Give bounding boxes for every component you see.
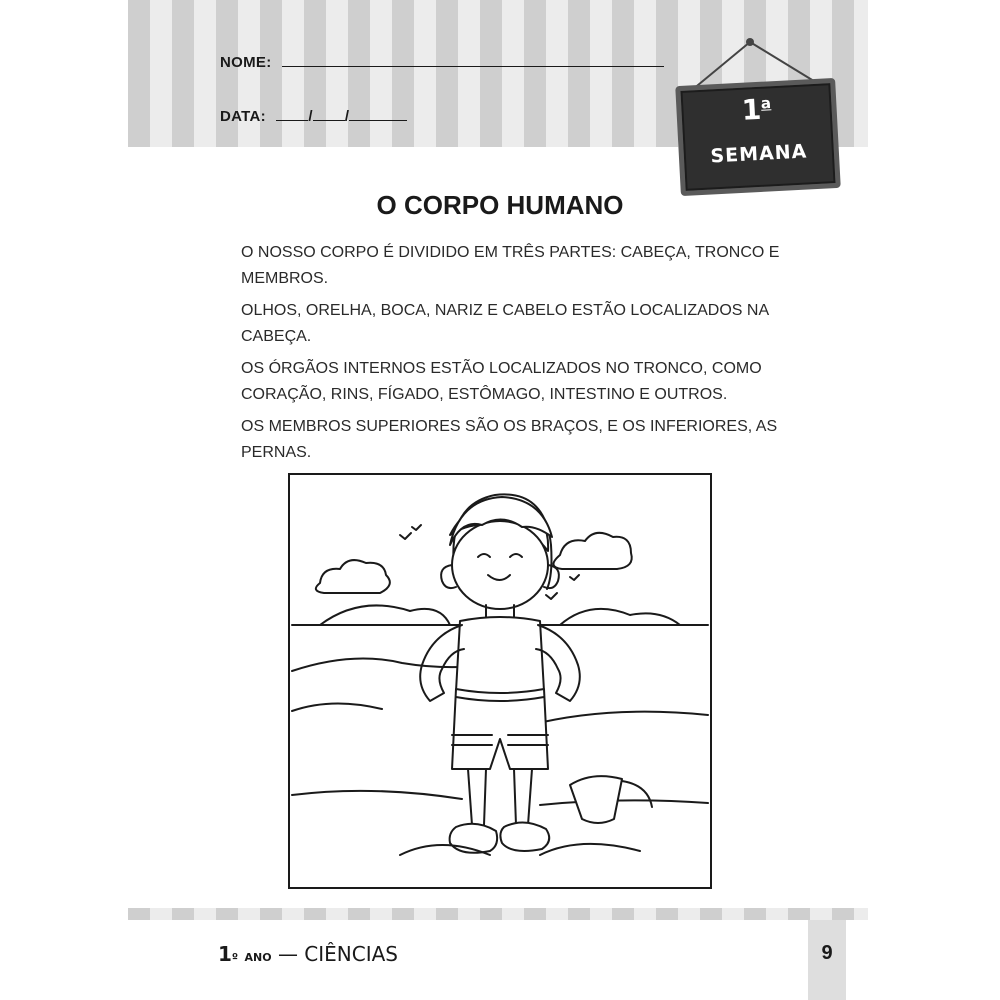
week-number: 1$^a$ bbox=[740, 92, 772, 127]
date-day-line[interactable] bbox=[276, 106, 308, 121]
footer-striped-band bbox=[128, 908, 868, 920]
footer-dash: — bbox=[277, 942, 298, 966]
date-field-row bbox=[220, 106, 407, 125]
coloring-illustration-frame bbox=[288, 473, 712, 889]
grade-ordinal: º bbox=[231, 951, 239, 964]
date-year-line[interactable] bbox=[349, 106, 407, 121]
boy-at-beach-illustration bbox=[290, 475, 710, 887]
paragraph: O NOSSO CORPO É DIVIDIDO EM TRÊS PARTES: CABEÇA, TRONCO E MEMBROS. bbox=[241, 244, 780, 287]
date-separator: / bbox=[308, 108, 313, 125]
week-word: SEMANA bbox=[709, 140, 808, 168]
body-text bbox=[241, 240, 801, 472]
page-title: O CORPO HUMANO bbox=[376, 190, 624, 220]
footer-label bbox=[218, 942, 398, 966]
grade-word: ANO bbox=[244, 951, 272, 964]
name-writing-line[interactable] bbox=[282, 52, 664, 67]
grade-number: 1 bbox=[218, 942, 232, 966]
week-badge bbox=[672, 30, 842, 195]
date-separator: / bbox=[344, 108, 350, 125]
name-field-row bbox=[220, 52, 664, 71]
paragraph: OS ÓRGÃOS INTERNOS ESTÃO LOCALIZADOS NO TRONCO, COMO CORAÇÃO, RINS, FÍGADO, ESTÔMAGO, INTESTINO E OUTROS. bbox=[241, 360, 762, 403]
chalkboard-sign bbox=[675, 78, 841, 196]
name-label: NOME: bbox=[220, 54, 272, 71]
date-month-line[interactable] bbox=[313, 106, 345, 121]
page-number: 9 bbox=[821, 942, 833, 964]
paragraph: OLHOS, ORELHA, BOCA, NARIZ E CABELO ESTÃO LOCALIZADOS NA CABEÇA. bbox=[241, 302, 769, 345]
paragraph: OS MEMBROS SUPERIORES SÃO OS BRAÇOS, E OS INFERIORES, AS PERNAS. bbox=[241, 418, 778, 461]
date-label: DATA: bbox=[220, 108, 266, 125]
subject-name: CIÊNCIAS bbox=[304, 942, 398, 966]
